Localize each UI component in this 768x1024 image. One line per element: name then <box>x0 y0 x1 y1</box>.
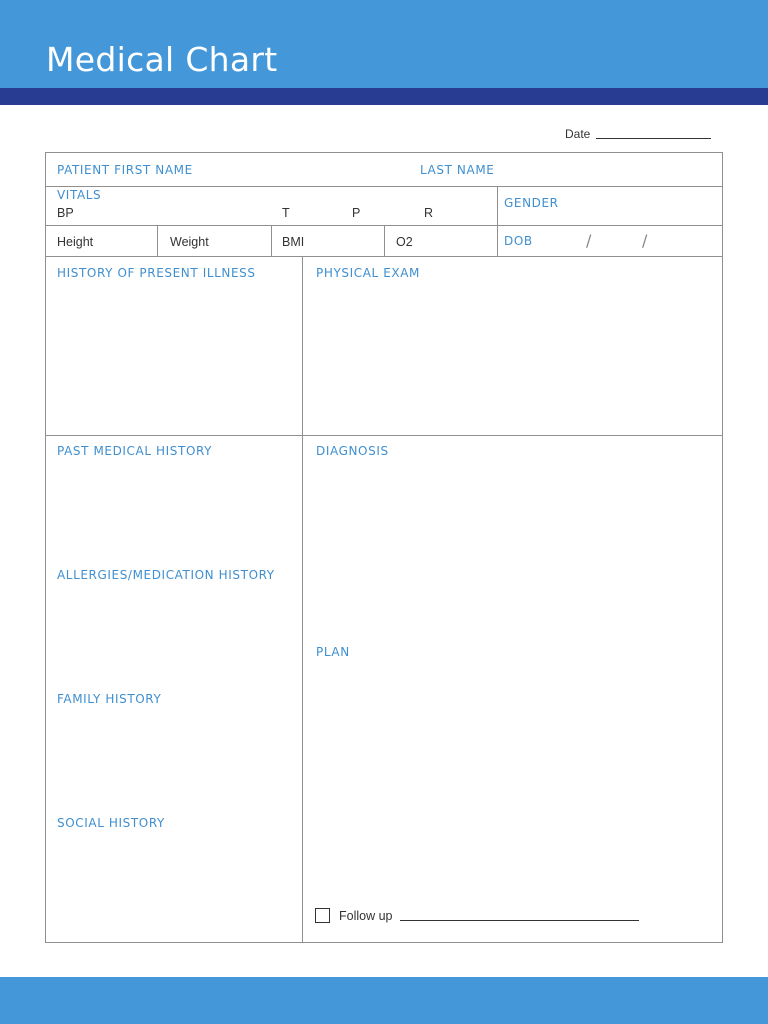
header-bar <box>0 0 768 88</box>
physical-exam-field[interactable] <box>303 256 722 435</box>
history-present-illness-field[interactable] <box>46 256 302 435</box>
plan-field[interactable] <box>303 636 722 898</box>
dob-label: DOB <box>504 234 533 248</box>
height-label: Height <box>57 235 94 249</box>
social-history-label: SOCIAL HISTORY <box>57 816 165 830</box>
first-name-label: PATIENT FIRST NAME <box>57 163 193 177</box>
weight-label: Weight <box>170 235 209 249</box>
dob-separator-1: / <box>586 231 592 250</box>
vitals-label: VITALS <box>57 188 102 202</box>
date-field[interactable] <box>565 127 715 143</box>
past-medical-history-label: PAST MEDICAL HISTORY <box>57 444 213 458</box>
follow-up-line[interactable] <box>400 920 639 921</box>
medical-chart-form <box>45 152 723 943</box>
physical-exam-label: PHYSICAL EXAM <box>316 266 420 280</box>
t-label: T <box>282 206 290 220</box>
follow-up-checkbox[interactable] <box>315 908 330 923</box>
family-history-label: FAMILY HISTORY <box>57 692 162 706</box>
last-name-label: LAST NAME <box>420 163 495 177</box>
allergies-medication-history-label: ALLERGIES/MEDICATION HISTORY <box>57 568 275 582</box>
bmi-label: BMI <box>282 235 305 249</box>
p-label: P <box>352 206 361 220</box>
plan-label: PLAN <box>316 645 350 659</box>
o2-label: O2 <box>396 235 413 249</box>
bp-label: BP <box>57 206 74 220</box>
diagnosis-label: DIAGNOSIS <box>316 444 389 458</box>
r-label: R <box>424 206 434 220</box>
follow-up-label: Follow up <box>339 909 393 923</box>
header-stripe <box>0 88 768 105</box>
date-underline[interactable] <box>596 138 711 139</box>
gender-label: GENDER <box>504 196 559 210</box>
footer-bar <box>0 977 768 1024</box>
page-title: Medical Chart <box>46 40 278 79</box>
history-present-illness-label: HISTORY OF PRESENT ILLNESS <box>57 266 256 280</box>
diagnosis-field[interactable] <box>303 436 722 636</box>
date-label: Date <box>565 127 591 141</box>
dob-separator-2: / <box>642 231 648 250</box>
